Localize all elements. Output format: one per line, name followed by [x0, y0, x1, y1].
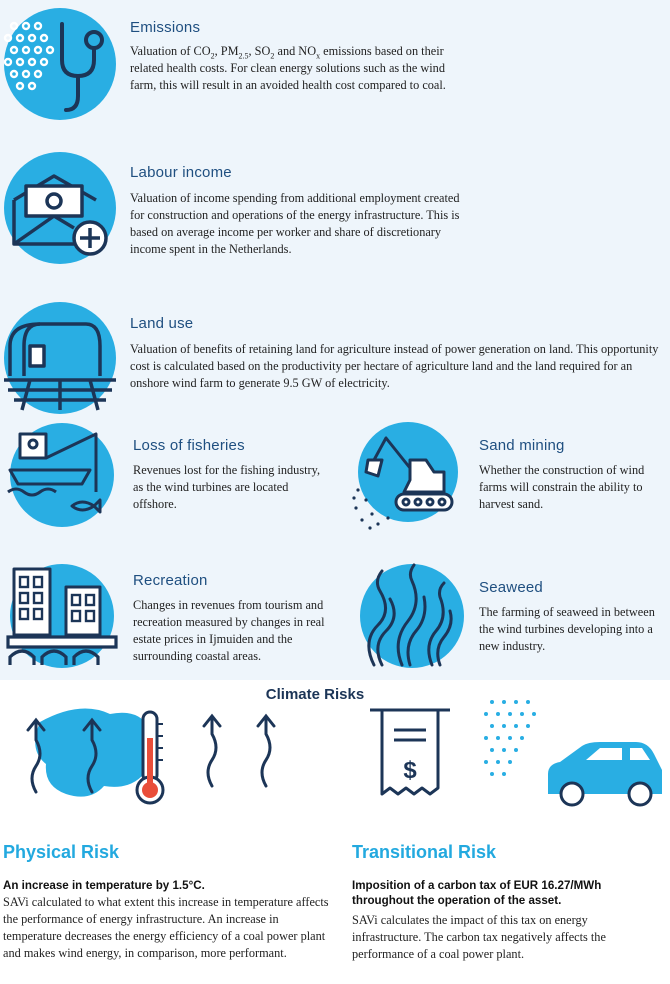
transitional-risk-description: SAVi calculates the impact of this tax on energy infrastructure. The carbon tax negatively affects the performance of a coal power plant.	[352, 913, 606, 961]
money-envelope-icon	[0, 148, 120, 268]
emissions-section	[0, 0, 670, 140]
sand-description: Whether the construction of wind farms will constrain the ability to harvest sand.	[479, 463, 645, 511]
excavator-icon	[348, 420, 460, 530]
seaweed-section	[340, 555, 670, 675]
thermometer-map-icon	[0, 694, 300, 814]
climate-risks-section	[0, 680, 670, 984]
emissions-description: Valuation of $CO_2$, $PM_{2.5}$, $SO_2$ and $NO_x$ emissions based on their related health costs. For clean energy solutions such as the wind farm, this will result in an avoided health cost compared to coal.	[130, 44, 446, 92]
land-section	[0, 298, 670, 418]
labour-description: Valuation of income spending from additional employment created for construction and operations of the energy infrastructure. This is based on average income per worker and share of discretionary income spent in the Netherlands.	[130, 191, 460, 256]
transitional-risk-title: Transitional Risk	[352, 842, 497, 862]
climate-heading: Climate Risks	[265, 686, 365, 703]
sand-section	[340, 420, 670, 540]
fisheries-title: Loss of fisheries	[133, 437, 245, 454]
land-description: Valuation of benefits of retaining land for agriculture instead of power generation on land. This opportunity cost is calculated based on the productivity per hectare of agriculture land and the land required for an onshore wind farm to generate 9.5 GW of electricity.	[130, 342, 659, 390]
seaweed-title: Seaweed	[479, 579, 543, 596]
transitional-risk-lead: Imposition of a carbon tax of EUR 16.27/MWh throughout the operation of the asset.	[352, 879, 602, 907]
physical-risk-title: Physical Risk	[3, 842, 120, 862]
recreation-section	[0, 555, 340, 675]
physical-risk-description: SAVi calculated to what extent this increase in temperature affects the performance of energy infrastructure. An increase in temperature decreases the energy efficiency of a coal power plant and makes wind energy, in comparison, more performant.	[3, 895, 329, 960]
emissions-title: Emissions	[130, 19, 201, 36]
seaweed-description: The farming of seaweed in between the wind turbines developing into a new industry.	[479, 605, 655, 653]
city-buildings-icon	[6, 561, 118, 671]
sand-title: Sand mining	[479, 437, 565, 454]
labour-title: Labour income	[130, 164, 232, 181]
recreation-title: Recreation	[133, 572, 208, 589]
seaweed-icon	[352, 561, 464, 671]
fishing-boat-icon	[6, 420, 118, 530]
physical-risk-lead: An increase in temperature by 1.5°C.	[3, 879, 205, 892]
farm-barn-icon	[0, 298, 120, 416]
fisheries-section	[0, 420, 340, 540]
stethoscope-dots-icon	[0, 4, 120, 122]
fisheries-description: Revenues lost for the fishing industry, as the wind turbines are located offshore.	[133, 463, 321, 511]
labour-section	[0, 148, 670, 288]
receipt-car-icon	[360, 694, 665, 814]
recreation-description: Changes in revenues from tourism and recreation measured by changes in real estate prices in Ijmuiden and the surrounding coastal areas.	[133, 598, 325, 663]
land-title: Land use	[130, 315, 194, 332]
svg-text:$: $	[403, 757, 417, 784]
